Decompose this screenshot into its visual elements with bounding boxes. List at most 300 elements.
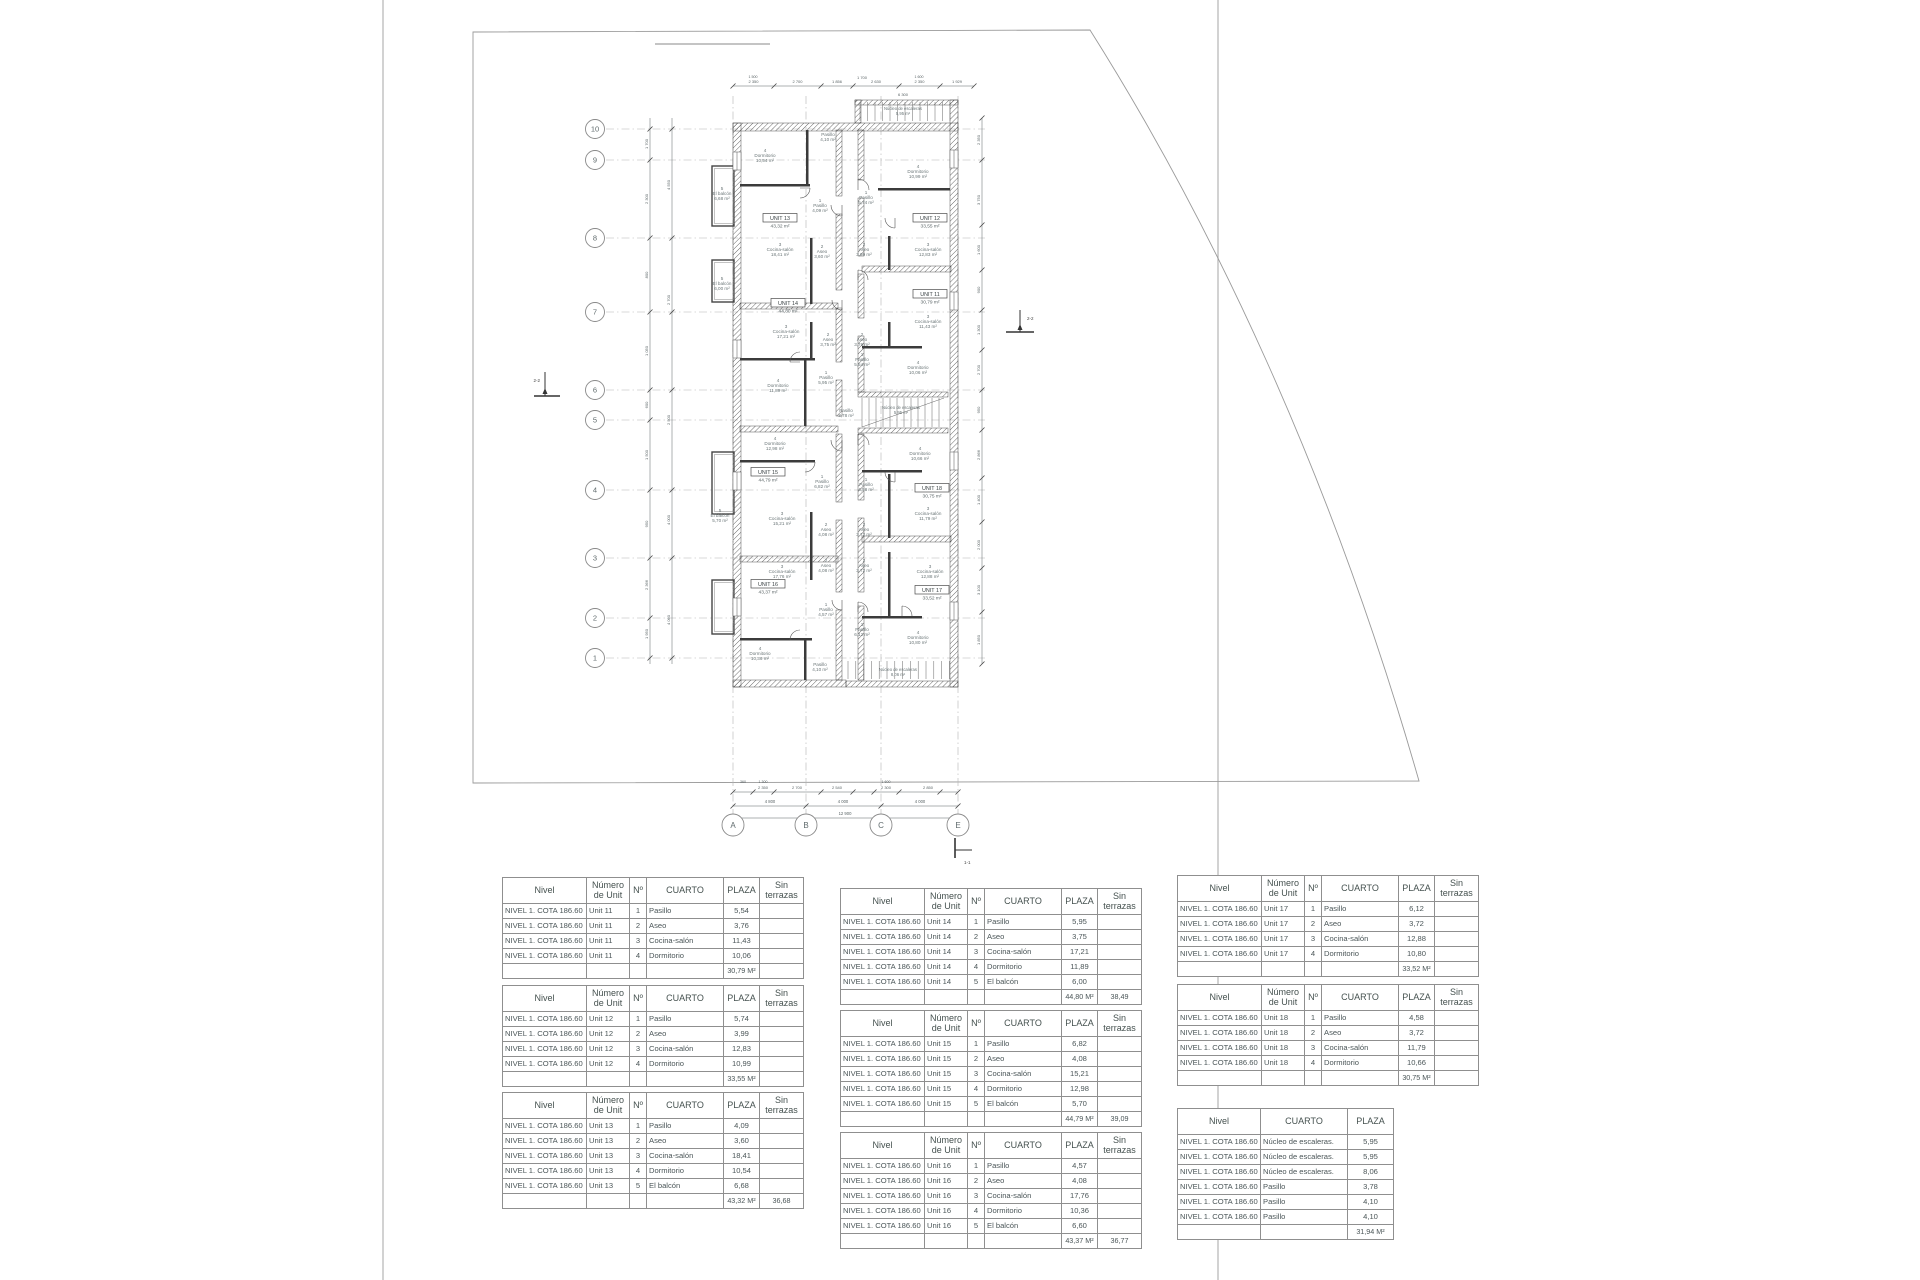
column-header: PLAZA [724,1093,760,1119]
svg-text:E: E [955,821,961,830]
table-cell: 12,83 [724,1042,760,1057]
table-cell: 12,88 [1399,932,1435,947]
svg-text:2 300: 2 300 [644,193,649,205]
table-cell [587,1072,630,1087]
room-label: 5 El balcón 6,68 m² [712,186,732,201]
table-cell: 3,72 [1399,1026,1435,1041]
table-row [503,919,804,934]
svg-text:1 950: 1 950 [644,628,649,640]
schedule-table-unit-18 [1177,984,1479,1086]
table-cell [1098,1204,1142,1219]
table-cell: NIVEL 1. COTA 186.60 [503,1057,587,1072]
table-cell: 5,95 [1348,1135,1394,1150]
table-row [503,1179,804,1194]
table-cell: Pasillo [647,1012,724,1027]
table-cell: El balcón [985,1097,1062,1112]
table-cell: Pasillo [985,915,1062,930]
table-cell: 10,36 [1062,1204,1098,1219]
table-row [841,975,1142,990]
table-cell: NIVEL 1. COTA 186.60 [1178,902,1262,917]
svg-text:9: 9 [592,155,598,165]
room-label: 1 Pasillo 6,82 m² [814,474,830,489]
table-cell: 6,68 [724,1179,760,1194]
table-cell: Cocina-salón [1322,1041,1399,1056]
table-cell [1098,945,1142,960]
table-cell: 2 [968,1174,985,1189]
table-cell: NIVEL 1. COTA 186.60 [841,1174,925,1189]
table-cell: NIVEL 1. COTA 186.60 [1178,1026,1262,1041]
table-row [841,1219,1142,1234]
table-cell: 6,82 [1062,1037,1098,1052]
table-row [1178,932,1479,947]
svg-text:2-2: 2-2 [1027,316,1034,321]
column-header: CUARTO [647,986,724,1012]
table-cell: Dormitorio [985,960,1062,975]
table-row [1178,1011,1479,1026]
column-header: PLAZA [1399,985,1435,1011]
table-cell: Aseo [985,930,1062,945]
table-cell: 15,21 [1062,1067,1098,1082]
table-row [841,1189,1142,1204]
table-header-row [503,986,804,1012]
table-cell: 2 [630,1134,647,1149]
svg-text:4 800: 4 800 [764,799,776,804]
column-header: Nivel [841,1133,925,1159]
table-cell [760,1164,804,1179]
table-cell: 6,00 [1062,975,1098,990]
table-row [1178,1180,1394,1195]
table-cell: NIVEL 1. COTA 186.60 [841,945,925,960]
table-cell: 18,41 [724,1149,760,1164]
svg-text:2 850: 2 850 [922,785,934,790]
svg-text:1 929: 1 929 [951,79,963,84]
table-cell: 17,76 [1062,1189,1098,1204]
table-cell [1435,1026,1479,1041]
table-cell: 1 [630,1012,647,1027]
svg-text:3: 3 [592,553,598,563]
table-row [841,1037,1142,1052]
table-cell: 4,08 [1062,1052,1098,1067]
column-header: Sin terrazas [1098,1133,1142,1159]
room-label: 1 Pasillo 4,58 m² [858,477,874,492]
table-cell: NIVEL 1. COTA 186.60 [503,1134,587,1149]
table-row [1178,1225,1394,1240]
table-cell: 12,98 [1062,1082,1098,1097]
room-label: 3 Cocina-salón 17,76 m² [768,564,796,579]
column-header: Sin terrazas [1098,1011,1142,1037]
column-header: CUARTO [1322,985,1399,1011]
table-cell: Pasillo [1322,1011,1399,1026]
svg-text:12 900: 12 900 [838,811,852,816]
table-cell [1098,1067,1142,1082]
table-cell: Unit 12 [587,1042,630,1057]
column-header: Nº [630,878,647,904]
table-cell [1435,1041,1479,1056]
table-cell: 5,74 [724,1012,760,1027]
table-cell: 44,80 M² [1062,990,1098,1005]
table-header-row [841,1011,1142,1037]
table-row [503,1119,804,1134]
table-cell: NIVEL 1. COTA 186.60 [1178,1195,1261,1210]
table-cell [647,1072,724,1087]
table-cell [760,1134,804,1149]
table-cell: 10,99 [724,1057,760,1072]
table-cell: NIVEL 1. COTA 186.60 [841,915,925,930]
unit-label: UNIT 18 [922,486,942,492]
room-label: 4 Dormitorio 10,66 m² [909,446,931,461]
table-cell: NIVEL 1. COTA 186.60 [1178,1041,1262,1056]
table-cell [1178,1225,1261,1240]
column-header: Sin terrazas [760,1093,804,1119]
table-cell [925,1112,968,1127]
table-cell: Cocina-salón [985,945,1062,960]
table-cell [1178,962,1262,977]
column-header: Nº [968,1133,985,1159]
svg-text:1 700: 1 700 [856,75,868,80]
table-cell: 3 [968,1189,985,1204]
table-cell: 5 [968,1219,985,1234]
unit-label: UNIT 13 [770,216,790,222]
table-cell: 4 [1305,947,1322,962]
table-cell: Núcleo de escaleras. [1261,1165,1348,1180]
table-row [1178,1056,1479,1071]
svg-text:2 350: 2 350 [914,79,925,84]
table-cell [1262,1071,1305,1086]
column-header: CUARTO [647,878,724,904]
table-cell: NIVEL 1. COTA 186.60 [1178,1180,1261,1195]
table-cell: NIVEL 1. COTA 186.60 [503,1027,587,1042]
table-cell: 1 [968,1159,985,1174]
room-label: 5 El balcón 5,70 m² [710,508,730,523]
table-cell: 2 [1305,1026,1322,1041]
table-cell [985,1234,1062,1249]
table-row [1178,902,1479,917]
column-header: Número de Unit [925,1011,968,1037]
table-cell: Dormitorio [985,1204,1062,1219]
table-cell [760,1027,804,1042]
svg-text:10: 10 [590,124,600,134]
table-cell: Unit 17 [1262,932,1305,947]
table-cell: NIVEL 1. COTA 186.60 [503,919,587,934]
svg-text:1 500: 1 500 [748,75,758,79]
table-cell [1098,1052,1142,1067]
table-cell: NIVEL 1. COTA 186.60 [1178,1135,1261,1150]
room-label: 2 Aseo 3,72 m² [856,522,872,537]
table-cell: 3 [968,1067,985,1082]
table-cell: Núcleo de escaleras. [1261,1150,1348,1165]
table-cell [760,919,804,934]
table-cell: El balcón [647,1179,724,1194]
svg-text:2-2: 2-2 [533,378,540,383]
table-cell: NIVEL 1. COTA 186.60 [841,960,925,975]
svg-text:7: 7 [592,307,598,317]
table-cell: Aseo [647,919,724,934]
table-cell: 4,08 [1062,1174,1098,1189]
column-header: Número de Unit [587,986,630,1012]
svg-text:2 000: 2 000 [976,539,981,551]
table-cell [1305,962,1322,977]
table-cell: 17,21 [1062,945,1098,960]
table-cell: Pasillo [647,904,724,919]
table-cell: 36,77 [1098,1234,1142,1249]
room-label: 2 Aseo 3,60 m² [814,244,830,259]
table-cell [503,1194,587,1209]
table-cell [1262,962,1305,977]
table-row [1178,947,1479,962]
table-cell: 44,79 M² [1062,1112,1098,1127]
table-cell: Unit 15 [925,1052,968,1067]
table-cell: 4,10 [1348,1195,1394,1210]
column-header: Nº [630,1093,647,1119]
table-cell: NIVEL 1. COTA 186.60 [841,975,925,990]
column-header: PLAZA [724,878,760,904]
table-cell: 8,06 [1348,1165,1394,1180]
svg-text:4 000: 4 000 [837,799,849,804]
svg-text:2 540: 2 540 [831,785,843,790]
svg-text:33,55 m²: 33,55 m² [920,224,940,230]
room-label: 2 Aseo 4,08 m² [818,558,834,573]
svg-text:43,32 m²: 43,32 m² [770,224,790,230]
table-cell: 30,75 M² [1399,1071,1435,1086]
table-cell: Unit 16 [925,1189,968,1204]
table-row [1178,917,1479,932]
table-cell [1435,902,1479,917]
table-cell: 5 [968,975,985,990]
svg-text:2 700: 2 700 [792,79,803,84]
room-label: Pasillo 3,78 m² [838,408,854,418]
table-cell [760,1072,804,1087]
room-label: 3 Cocina-salón 18,41 m² [766,242,794,257]
column-header: CUARTO [1322,876,1399,902]
column-header: Nivel [1178,876,1262,902]
table-row [841,915,1142,930]
svg-text:2 700: 2 700 [791,785,803,790]
table-cell: 1 [630,904,647,919]
room-label: 5 El balcón 6,00 m² [712,276,732,291]
table-header-row [503,1093,804,1119]
table-cell: NIVEL 1. COTA 186.60 [503,1119,587,1134]
table-cell [760,949,804,964]
table-cell: Núcleo de escaleras. [1261,1135,1348,1150]
table-row [1178,962,1479,977]
table-cell: 1 [630,1119,647,1134]
table-cell [1435,962,1479,977]
table-cell: Dormitorio [985,1082,1062,1097]
svg-text:C: C [878,821,884,830]
table-cell: El balcón [985,1219,1062,1234]
table-cell [1098,1219,1142,1234]
unit-label: UNIT 15 [758,470,778,476]
table-cell [760,934,804,949]
table-cell: 4,57 [1062,1159,1098,1174]
svg-text:2 500: 2 500 [666,414,671,426]
table-header-row [841,1133,1142,1159]
room-label: 2 Aseo 3,99 m² [856,242,872,257]
table-cell: Unit 11 [587,949,630,964]
table-cell: 10,66 [1399,1056,1435,1071]
table-row [503,1027,804,1042]
table-row [503,949,804,964]
table-cell: NIVEL 1. COTA 186.60 [841,1052,925,1067]
svg-text:2 700: 2 700 [666,294,671,306]
table-cell: 3 [630,934,647,949]
table-cell: Aseo [647,1027,724,1042]
table-cell [630,1072,647,1087]
room-label: 1 Pasillo 4,57 m² [818,602,834,617]
table-cell [1098,975,1142,990]
table-cell: NIVEL 1. COTA 186.60 [1178,1150,1261,1165]
table-row [1178,1210,1394,1225]
table-cell: Unit 15 [925,1067,968,1082]
table-row [503,1042,804,1057]
table-cell: 4 [630,949,647,964]
table-cell [1178,1071,1262,1086]
table-cell: Aseo [647,1134,724,1149]
table-row [503,1134,804,1149]
svg-text:A: A [730,821,736,830]
table-cell: 3,99 [724,1027,760,1042]
table-cell: NIVEL 1. COTA 186.60 [503,934,587,949]
table-cell [1322,1071,1399,1086]
table-cell: 38,49 [1098,990,1142,1005]
svg-text:4 000: 4 000 [914,799,926,804]
column-header: Nivel [503,878,587,904]
table-cell [1098,1174,1142,1189]
column-header: CUARTO [647,1093,724,1119]
table-cell: Unit 15 [925,1082,968,1097]
table-cell: 3 [630,1042,647,1057]
table-row [1178,1041,1479,1056]
table-cell [503,964,587,979]
table-cell: Cocina-salón [985,1189,1062,1204]
table-cell: Unit 16 [925,1159,968,1174]
column-header: Nº [968,1011,985,1037]
table-cell: Dormitorio [1322,947,1399,962]
table-row [841,1082,1142,1097]
table-cell: NIVEL 1. COTA 186.60 [503,1012,587,1027]
table-cell [760,1042,804,1057]
svg-text:B: B [803,821,809,830]
table-cell: 30,79 M² [724,964,760,979]
table-cell: 3 [1305,1041,1322,1056]
table-cell: Unit 13 [587,1134,630,1149]
table-cell: Cocina-salón [647,1042,724,1057]
table-row [503,1149,804,1164]
column-header: Nivel [503,986,587,1012]
svg-text:44,79 m²: 44,79 m² [758,478,778,484]
svg-text:4 060: 4 060 [666,614,671,626]
table-cell: 5 [968,1097,985,1112]
table-cell [1098,915,1142,930]
unit-label: UNIT 12 [920,216,940,222]
column-header: Número de Unit [1262,876,1305,902]
room-label: Pasillo 4,10 m² [820,132,836,142]
svg-text:1 400: 1 400 [976,494,981,506]
table-cell [1305,1071,1322,1086]
table-cell: Unit 13 [587,1149,630,1164]
table-cell: Aseo [985,1052,1062,1067]
table-cell: 1 [1305,902,1322,917]
room-label: 2 Aseo 3,72 m² [856,558,872,573]
table-cell: 6,60 [1062,1219,1098,1234]
table-cell [1435,947,1479,962]
svg-text:2 300: 2 300 [880,785,892,790]
table-cell: Unit 15 [925,1097,968,1112]
svg-text:1 500: 1 500 [644,449,649,461]
table-cell: Unit 17 [1262,902,1305,917]
column-header: Número de Unit [925,1133,968,1159]
column-header: PLAZA [1399,876,1435,902]
svg-text:33,52 m²: 33,52 m² [922,596,942,602]
unit-label: UNIT 11 [920,292,940,298]
table-header-row [1178,876,1479,902]
table-cell: NIVEL 1. COTA 186.60 [1178,917,1262,932]
room-label: Pasillo 4,10 m² [812,662,828,672]
column-header: Nº [968,889,985,915]
table-cell: 33,52 M² [1399,962,1435,977]
table-cell: Unit 15 [925,1037,968,1052]
table-cell: 1 [968,1037,985,1052]
column-header: CUARTO [985,1133,1062,1159]
column-header: Número de Unit [587,878,630,904]
table-row [841,1204,1142,1219]
table-row [503,1072,804,1087]
table-row [841,960,1142,975]
stairs-label: Núcleo de escaleras [884,106,922,111]
svg-text:2 366: 2 366 [644,579,649,591]
table-cell [1435,1011,1479,1026]
column-header: Nivel [841,889,925,915]
table-row [841,1234,1142,1249]
table-cell [630,1194,647,1209]
svg-text:1 300: 1 300 [758,780,768,784]
table-cell: 4 [968,1204,985,1219]
room-label: 4 Dormitorio 11,89 m² [767,378,789,393]
schedule-table-unit-17 [1177,875,1479,977]
table-cell: 5,70 [1062,1097,1098,1112]
table-cell: Aseo [1322,917,1399,932]
table-cell: Unit 14 [925,930,968,945]
table-cell [925,990,968,1005]
svg-text:43,37 m²: 43,37 m² [758,590,778,596]
svg-text:1-1: 1-1 [964,860,971,865]
table-row [1178,1135,1394,1150]
room-label: 1 Pasillo 4,09 m² [812,198,828,213]
table-cell: 5,95 [1062,915,1098,930]
table-cell [760,1012,804,1027]
table-cell: 10,54 [724,1164,760,1179]
table-cell: Unit 18 [1262,1056,1305,1071]
schedule-table-common [1177,1108,1394,1240]
table-row [841,1112,1142,1127]
table-cell: 3 [968,945,985,960]
table-cell: Dormitorio [647,1057,724,1072]
table-cell: Unit 11 [587,919,630,934]
table-cell: 5,54 [724,904,760,919]
table-row [503,1194,804,1209]
table-cell [1435,917,1479,932]
table-cell [1435,932,1479,947]
table-cell: 2 [1305,917,1322,932]
table-cell: Cocina-salón [985,1067,1062,1082]
svg-text:1 600: 1 600 [914,75,924,79]
schedule-table-unit-12 [502,985,804,1087]
table-cell [1098,960,1142,975]
table-cell: Unit 17 [1262,917,1305,932]
table-cell: 4,10 [1348,1210,1394,1225]
svg-text:30,75 m²: 30,75 m² [922,494,942,500]
schedule-table-unit-11 [502,877,804,979]
